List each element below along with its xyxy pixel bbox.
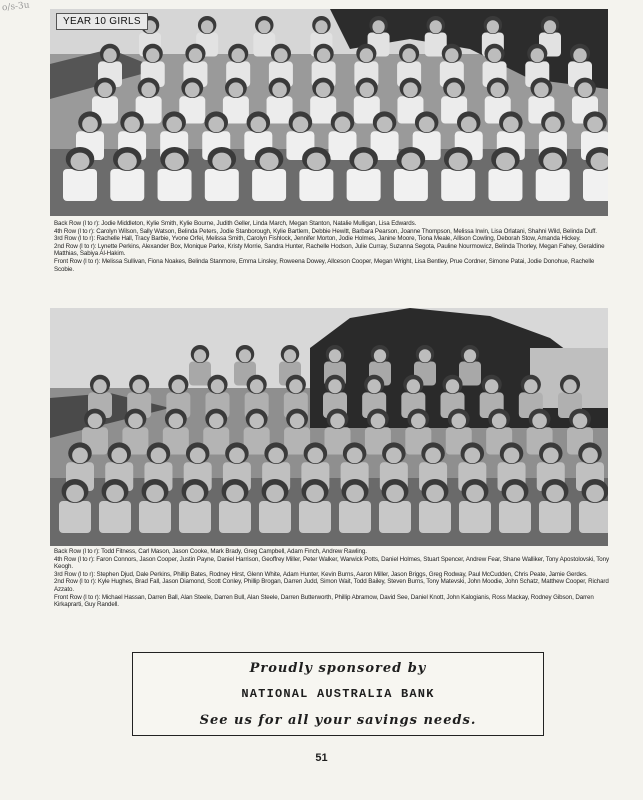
student-figure <box>110 147 144 201</box>
student-figure <box>441 147 475 201</box>
student-figure <box>219 479 251 533</box>
page-number: 51 <box>315 752 328 764</box>
student-figure <box>244 409 270 455</box>
girls-caption-back-row: Back Row (l to r): Jodie Middleton, Kylie Smith, Kylie Bourne, Judith Geller, Linda March, Megan Stanton, Natalie Mulligan, Lisa Edwards. <box>54 220 417 227</box>
student-figure <box>488 147 522 201</box>
girls-group-photo-image <box>50 9 608 216</box>
girls-caption-4th-row: 4th Row (l to r): Carolyn Wilson, Sally Watson, Belinda Peters, Jodie Stanborough, Kylie Bartlem, Debbie Hewitt, Barbara Pearson, Joanne Thompson, Melissa Irwin, Lisa Orlatani, Shahni Wild, Belinda Duff. <box>54 227 597 235</box>
girls-caption <box>54 220 610 273</box>
student-figure <box>158 147 192 201</box>
student-figure <box>310 78 336 124</box>
boys-caption-2nd-row: 2nd Row (l to r): Kyle Hughes, Brad Fall, Jason Diamond, Scott Conley, Phillip Brogan, Darren Judd, Simon Wait, Todd Bailey, Steven Burns, Tony Matevski, John Moodie, John Schatz, Matthew Cooper, Richard Azzato. <box>54 578 609 593</box>
student-figure <box>139 479 171 533</box>
student-figure <box>99 479 131 533</box>
year10-boys-photo <box>50 308 608 546</box>
student-figure <box>419 479 451 533</box>
ad-bank-name: NATIONAL AUSTRALIA BANK <box>241 687 435 701</box>
ad-sponsored-by-text: Proudly sponsored by <box>249 661 427 676</box>
boys-caption-3rd-row: 3rd Row (l to r): Stephen Djud, Dale Perkins, Phillip Bates, Rodney Hirst, Glenn White, Adam Hunter, Kevin Burns, Aaron Miller, Jason Briggs, Greg Rodway, Paul McCudden, Chris Peate, Jamie Gerdes. <box>54 570 588 578</box>
student-figure <box>252 147 286 201</box>
boys-caption-front-row: Front Row (l to r): Michael Hassan, Darren Ball, Alan Steele, Darren Bull, Alan Steele, Darren Butterworth, Phillip Abramow, David See, Daniel Knott, John Kalogianis, Ross Mackay, Rodney Gibson, Darren Kirkaprarti, Guy Randell. <box>54 593 594 609</box>
sponsor-advertisement <box>132 652 544 736</box>
student-figure <box>579 479 608 533</box>
student-figure <box>459 479 491 533</box>
student-figure <box>583 147 608 201</box>
boys-caption <box>54 548 610 609</box>
student-figure <box>267 78 293 124</box>
student-figure <box>59 479 91 533</box>
student-figure <box>536 147 570 201</box>
photo-label-girls: YEAR 10 GIRLS <box>56 13 148 30</box>
student-figure <box>459 345 481 386</box>
student-figure <box>339 479 371 533</box>
student-figure <box>205 147 239 201</box>
girls-caption-front-row: Front Row (l to r): Melissa Sullivan, Fiona Noakes, Belinda Stanmore, Emma Linsley, Roweena Dowey, Allceson Cooper, Megan Wright, Lisa Bentley, Prue Cordner, Simone Patai, Jodie Donohue, Rachelle Scobie. <box>54 257 595 273</box>
girls-caption-2nd-row: 2nd Row (l to r): Lynette Perkins, Alexander Box, Monique Parke, Kristy Morrie, Sandra Hunter, Rachelle Hodson, Julie Curray, Suzanna Segota, Pauline Nourmowicz, Belinda Thorley, Megan Fahey, Geraldine Matthias, Sabiya Al-Hakim. <box>54 242 605 258</box>
student-figure <box>394 147 428 201</box>
student-figure <box>539 479 571 533</box>
student-figure <box>223 78 249 124</box>
student-figure <box>259 479 291 533</box>
student-figure <box>347 147 381 201</box>
student-figure <box>63 147 97 201</box>
boys-caption-back-row: Back Row (l to r): Todd Fitness, Carl Mason, Jason Cooke, Mark Brady, Greg Campbell, Adam Finch, Andrew Rawling. <box>54 548 367 555</box>
student-figure <box>299 147 333 201</box>
student-figure <box>179 479 211 533</box>
student-figure <box>379 479 411 533</box>
year10-girls-photo <box>50 9 608 216</box>
boys-caption-4th-row: 4th Row (l to r): Faron Connors, Jason Cooper, Justin Payne, Daniel Harrison, Geoffrey Miller, Peter Walker, Warwick Potts, Daniel Holmes, Stuart Spencer, Andrew Fear, Shane Walliker, Tony Apostolovski, Tony Keogh. <box>54 555 609 571</box>
girls-caption-3rd-row: 3rd Row (l to r): Rachelle Hall, Tracy Barbie, Yvone Orfei, Melissa Smith, Carolyn Fishlock, Jennifer Morton, Jodie Holmes, Janine Moore, Tiona Meale, Allison Cowling, Deborah Stow, Amanda Hickey. <box>54 235 581 243</box>
corner-handwritten-mark: o/s-3u <box>1 0 31 14</box>
boys-group-photo-image <box>50 308 608 546</box>
student-figure <box>189 345 211 386</box>
ad-tagline: See us for all your savings needs. <box>199 713 477 728</box>
student-figure <box>299 479 331 533</box>
student-figure <box>499 479 531 533</box>
